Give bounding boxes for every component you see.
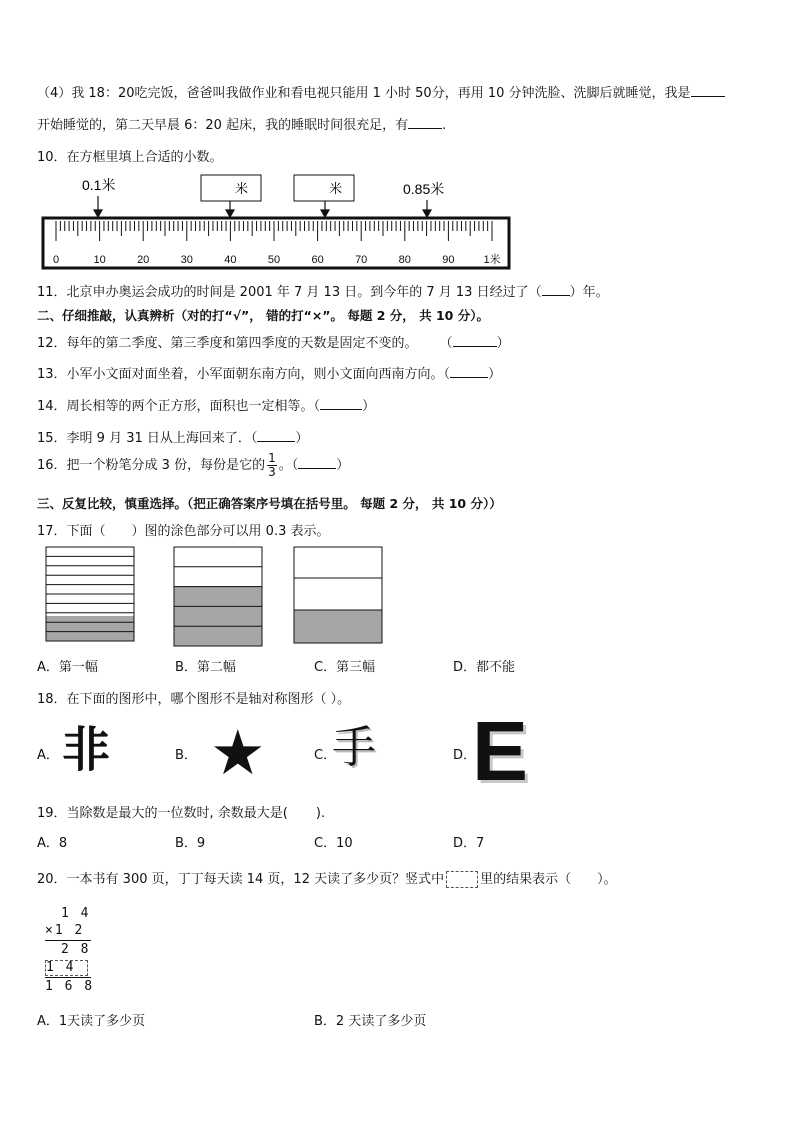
q15-line (37, 427, 308, 446)
dashed-box-icon (446, 871, 478, 888)
paren: ） (336, 458, 350, 473)
ruler-number: 50 (267, 254, 281, 266)
q12-text: 12．每年的第二季度、第三季度和第四季度的天数是固定不变的。 (37, 336, 418, 351)
q13-text: 13．小军小文面对面坐着，小军面朝东南方向，则小文面向西南方向。 (37, 367, 444, 382)
q15-text: 15．李明 9 月 31 日从上海回来了． (37, 431, 251, 446)
q18-option-d[interactable]: D． (453, 748, 477, 763)
q9-4-line1 (37, 82, 725, 101)
box-unit-1: 米 (235, 182, 249, 197)
q9-4-line2 (37, 114, 446, 133)
section-3-heading: 三、反复比较，慎重选择。（把正确答案序号填在括号里。 每题 2 分， 共 10 分）） (37, 496, 502, 511)
answer-box-2[interactable] (294, 175, 354, 201)
q18-text: 18．在下面的图形中，哪个图形不是轴对称图形（ ）。 (37, 692, 351, 707)
q11-text: 11．北京申办奥运会成功的时间是 2001 年 7 月 13 日。到今年的 7 月 13 日经过了（ (37, 285, 542, 300)
q11-suffix: ）年。 (569, 285, 609, 300)
paren: （ (439, 336, 453, 351)
label-0.85m: 0.85米 (403, 181, 445, 197)
q18-option-b[interactable]: B． (175, 748, 197, 763)
calc-rule-2 (45, 977, 91, 978)
ruler-figure (40, 170, 520, 275)
paren: ） (496, 336, 510, 351)
label-0.1m: 0.1米 (82, 177, 116, 193)
q17-figures (45, 546, 395, 648)
figure-letter-e: E (472, 704, 529, 798)
q17-option-c[interactable]: C．第三幅 (314, 660, 376, 675)
q10-text: 10．在方框里填上合适的小数。 (37, 150, 223, 165)
q19-suffix: ). (315, 806, 326, 821)
q9-4-text-2: 开始睡觉的，第二天早晨 6：20 起床，我的睡眠时间很充足，有 (37, 118, 409, 133)
ruler-number: 60 (311, 254, 324, 266)
q19-option-b[interactable]: B．9 (175, 836, 206, 851)
calc-line-1: 1 4 (61, 906, 91, 921)
paren: ） (362, 399, 376, 414)
q19-option-d[interactable]: D．7 (453, 836, 485, 851)
answer-box-1[interactable] (201, 175, 261, 201)
q20-text: 20．一本书有 300 页，丁丁每天读 14 页，12 天读了多少页？竖式中 (37, 872, 445, 887)
q17-option-d[interactable]: D．都不能 (453, 660, 516, 675)
paren: ） (488, 367, 502, 382)
period: . (442, 118, 447, 133)
answer-blank[interactable] (320, 397, 362, 410)
q17-line (37, 520, 330, 539)
q19-option-a[interactable]: A．8 (37, 836, 68, 851)
figure-3-three-strips (294, 547, 382, 643)
q13-line (37, 363, 501, 382)
q17-option-b[interactable]: B．第二幅 (175, 660, 236, 675)
q12-line (37, 332, 510, 351)
q16-text: 16．把一个粉笔分成 3 份，每份是它的 (37, 458, 266, 473)
q16-line (37, 452, 349, 479)
q17-text: 17．下面（ (37, 524, 106, 539)
q20-option-a[interactable]: A．1天读了多少页 (37, 1014, 146, 1029)
q18-option-a[interactable]: A． (37, 748, 59, 763)
vertical-multiplication (40, 906, 100, 998)
figure-2-five-strips (174, 547, 262, 646)
ruler-number: 20 (137, 254, 150, 266)
q9-4-text: （4）我 18：20吃完饭，爸爸叫我做作业和看电视只能用 1 小时 50分，再用 10 分钟洗脸、洗脚后就睡觉，我是 (37, 86, 691, 101)
answer-blank[interactable] (453, 334, 497, 347)
calc-line-2: ×1 2 (45, 923, 85, 938)
paren: （ (443, 367, 451, 382)
figure-star: ★ (210, 716, 266, 789)
section-2-heading: 二、仔细推敲，认真辨析（对的打“√”， 错的打“×”。 每题 2 分， 共 10 分）。 (37, 308, 489, 323)
calc-line-5: 1 6 8 (45, 979, 95, 994)
q20-line (37, 868, 617, 888)
q14-text: 14．周长相等的两个正方形，面积也一定相等。 (37, 399, 314, 414)
ruler-number: 70 (355, 254, 368, 266)
paren: （ (313, 399, 321, 414)
paren: ） (295, 431, 309, 446)
answer-blank[interactable] (450, 365, 488, 378)
calc-line-4-boxed: 1 4 (45, 960, 88, 976)
ruler-number: 10 (93, 254, 106, 266)
q19-option-c[interactable]: C．10 (314, 836, 353, 851)
q19-line (37, 802, 325, 821)
q14-line (37, 395, 375, 414)
figure-fei-character: 非 (62, 722, 111, 778)
fraction-one-third: $\frac{1}{3}$ (268, 451, 276, 479)
box-unit-2: 米 (329, 182, 343, 197)
ruler-number: 40 (224, 254, 237, 266)
q16-suffix: 。（ (278, 458, 299, 473)
q19-text: 19．当除数是最大的一位数时, 余数最大是( (37, 806, 288, 821)
answer-blank[interactable] (408, 116, 442, 129)
paren: （ (250, 431, 258, 446)
ruler-number: 30 (180, 254, 193, 266)
q11-line (37, 281, 609, 300)
answer-blank[interactable] (298, 456, 336, 469)
answer-blank[interactable] (257, 429, 295, 442)
ruler-number: 90 (442, 254, 455, 266)
arrows (94, 196, 431, 217)
figure-shou-character: 手 (332, 722, 376, 773)
ruler-end-label: 1米 (483, 254, 501, 266)
ruler-number: 0 (52, 254, 60, 266)
q18-option-c[interactable]: C． (314, 748, 337, 763)
answer-blank[interactable] (542, 283, 570, 296)
q20-text-c: ）。 (597, 872, 617, 887)
q20-option-b[interactable]: B．2 天读了多少页 (314, 1014, 427, 1029)
q17-option-a[interactable]: A．第一幅 (37, 660, 98, 675)
q20-text-b: 里的结果表示（ (480, 872, 572, 887)
answer-blank[interactable] (691, 84, 725, 97)
ruler-number: 80 (398, 254, 411, 266)
q17-suffix: ）图的涂色部分可以用 0.3 表示。 (131, 524, 330, 539)
calc-rule-1 (45, 940, 91, 941)
figure-1-ten-strips (46, 547, 134, 641)
calc-line-3: 2 8 (61, 942, 91, 957)
